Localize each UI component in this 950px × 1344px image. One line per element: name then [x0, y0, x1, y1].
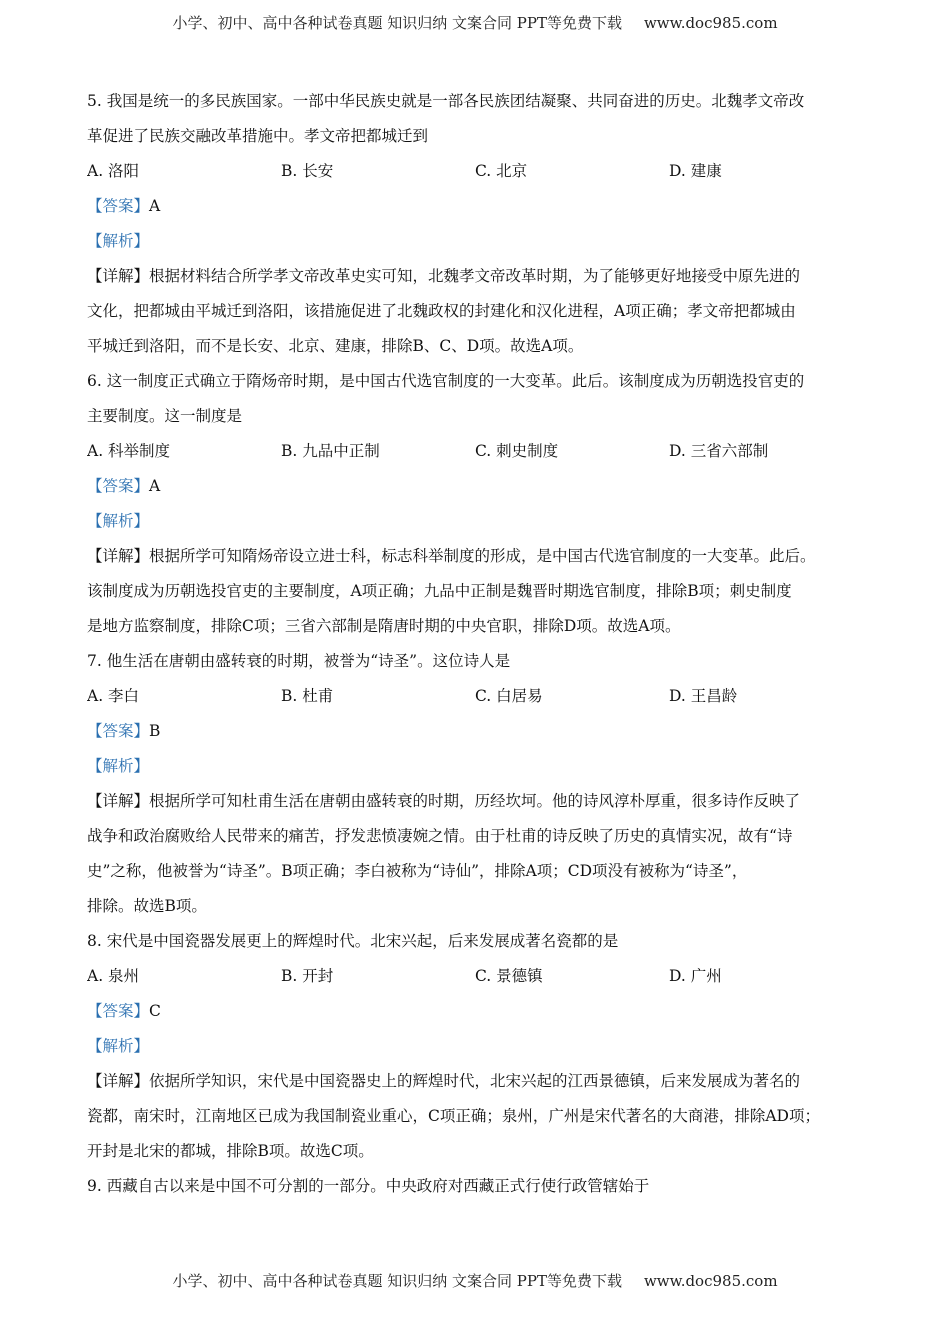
answer-line [87, 469, 877, 504]
detail-line [87, 784, 877, 819]
option-d: D. 王昌龄 [669, 687, 738, 705]
answer-line [87, 189, 877, 224]
analysis-line [87, 224, 877, 259]
question-8 [87, 924, 877, 1169]
detail-tag: 【详解】 [87, 547, 150, 565]
option-a: A. 洛阳 [87, 162, 140, 180]
page-footer [0, 1270, 950, 1291]
option-a: A. 李白 [87, 687, 140, 705]
option-c: C. 白居易 [475, 687, 543, 705]
detail-text: 战争和政治腐败给人民带来的痛苦，抒发悲愤凄婉之情。由于杜甫的诗反映了历史的真情实况，故有“诗 [87, 827, 793, 845]
option-b: B. 开封 [281, 967, 334, 985]
answer-value: A [149, 477, 161, 495]
answer-tag: 【答案】 [87, 722, 150, 740]
question-stem: 主要制度。这一制度是 [87, 407, 243, 425]
answer-value: B [149, 722, 161, 740]
detail-text: 根据所学可知杜甫生活在唐朝由盛转衰的时期，历经坎坷。他的诗风淳朴厚重，很多诗作反映了 [149, 792, 801, 810]
option-c: C. 景德镇 [475, 967, 543, 985]
question-stem: 7. 他生活在唐朝由盛转衰的时期，被誉为“诗圣”。这位诗人是 [87, 652, 511, 670]
option-a: A. 泉州 [87, 967, 140, 985]
option-c: C. 刺史制度 [475, 442, 559, 460]
analysis-line [87, 504, 877, 539]
detail-text: 排除。故选B项。 [87, 897, 207, 915]
page-header [0, 12, 950, 33]
option-b: B. 长安 [281, 162, 334, 180]
question-stem: 5. 我国是统一的多民族国家。一部中华民族史就是一部各民族团结凝聚、共同奋进的历史。北魏孝文帝改 [87, 92, 805, 110]
question-stem: 6. 这一制度正式确立于隋炀帝时期，是中国古代选官制度的一大变革。此后。该制度成为历朝选投官吏的 [87, 372, 805, 390]
detail-tag: 【详解】 [87, 1072, 150, 1090]
analysis-line [87, 749, 877, 784]
answer-value: C [149, 1002, 161, 1020]
detail-text: 根据所学可知隋炀帝设立进士科，标志科举制度的形成，是中国古代选官制度的一大变革。此后。 [149, 547, 816, 565]
detail-text: 开封是北宋的都城，排除B项。故选C项。 [87, 1142, 374, 1160]
detail-line [87, 539, 877, 574]
question-stem: 革促进了民族交融改革措施中。孝文帝把都城迁到 [87, 127, 429, 145]
detail-text: 文化，把都城由平城迁到洛阳，该措施促进了北魏政权的封建化和汉化进程，A项正确；孝文帝把都城由 [87, 302, 796, 320]
answer-tag: 【答案】 [87, 477, 150, 495]
question-stem: 9. 西藏自古以来是中国不可分割的一部分。中央政府对西藏正式行使行政管辖始于 [87, 1177, 650, 1195]
document-content [87, 84, 877, 1204]
answer-line [87, 714, 877, 749]
detail-text: 平城迁到洛阳，而不是长安、北京、建康，排除B、C、D项。故选A项。 [87, 337, 584, 355]
detail-text: 是地方监察制度，排除C项；三省六部制是隋唐时期的中央官职，排除D项。故选A项。 [87, 617, 681, 635]
option-d: D. 广州 [669, 967, 722, 985]
detail-line [87, 1064, 877, 1099]
question-9 [87, 1169, 877, 1204]
detail-text: 根据材料结合所学孝文帝改革史实可知，北魏孝文帝改革时期，为了能够更好地接受中原先进的 [149, 267, 801, 285]
detail-line [87, 259, 877, 294]
detail-text: 该制度成为历朝选投官吏的主要制度，A项正确；九品中正制是魏晋时期选官制度，排除B项；刺史制度 [87, 582, 792, 600]
analysis-line [87, 1029, 877, 1064]
analysis-tag: 【解析】 [87, 757, 150, 775]
option-b: B. 九品中正制 [281, 442, 380, 460]
analysis-tag: 【解析】 [87, 512, 150, 530]
answer-tag: 【答案】 [87, 197, 150, 215]
detail-text: 依据所学知识，宋代是中国瓷器史上的辉煌时代，北宋兴起的江西景德镇，后来发展成为著名的 [149, 1072, 801, 1090]
question-6 [87, 364, 877, 644]
header-url[interactable]: www.doc985.com [643, 14, 778, 32]
footer-text: 小学、初中、高中各种试卷真题 知识归纳 文案合同 PPT等免费下载 [172, 1272, 622, 1290]
question-7 [87, 644, 877, 924]
answer-tag: 【答案】 [87, 1002, 150, 1020]
analysis-tag: 【解析】 [87, 232, 150, 250]
analysis-tag: 【解析】 [87, 1037, 150, 1055]
detail-text: 瓷都，南宋时，江南地区已成为我国制瓷业重心，C项正确；泉州，广州是宋代著名的大商港，排除AD项； [87, 1107, 820, 1125]
header-text: 小学、初中、高中各种试卷真题 知识归纳 文案合同 PPT等免费下载 [172, 14, 622, 32]
detail-text: 史”之称，他被誉为“诗圣”。B项正确；李白被称为“诗仙”，排除A项；CD项没有被称为“诗圣”， [87, 862, 748, 880]
option-d: D. 三省六部制 [669, 442, 769, 460]
question-stem: 8. 宋代是中国瓷器发展更上的辉煌时代。北宋兴起，后来发展成著名瓷都的是 [87, 932, 619, 950]
detail-tag: 【详解】 [87, 267, 150, 285]
options-row [87, 679, 877, 714]
options-row [87, 154, 877, 189]
answer-line [87, 994, 877, 1029]
options-row [87, 959, 877, 994]
option-b: B. 杜甫 [281, 687, 334, 705]
option-a: A. 科举制度 [87, 442, 171, 460]
footer-url[interactable]: www.doc985.com [643, 1272, 778, 1290]
answer-value: A [149, 197, 161, 215]
option-c: C. 北京 [475, 162, 528, 180]
option-d: D. 建康 [669, 162, 722, 180]
options-row [87, 434, 877, 469]
question-5 [87, 84, 877, 364]
detail-tag: 【详解】 [87, 792, 150, 810]
